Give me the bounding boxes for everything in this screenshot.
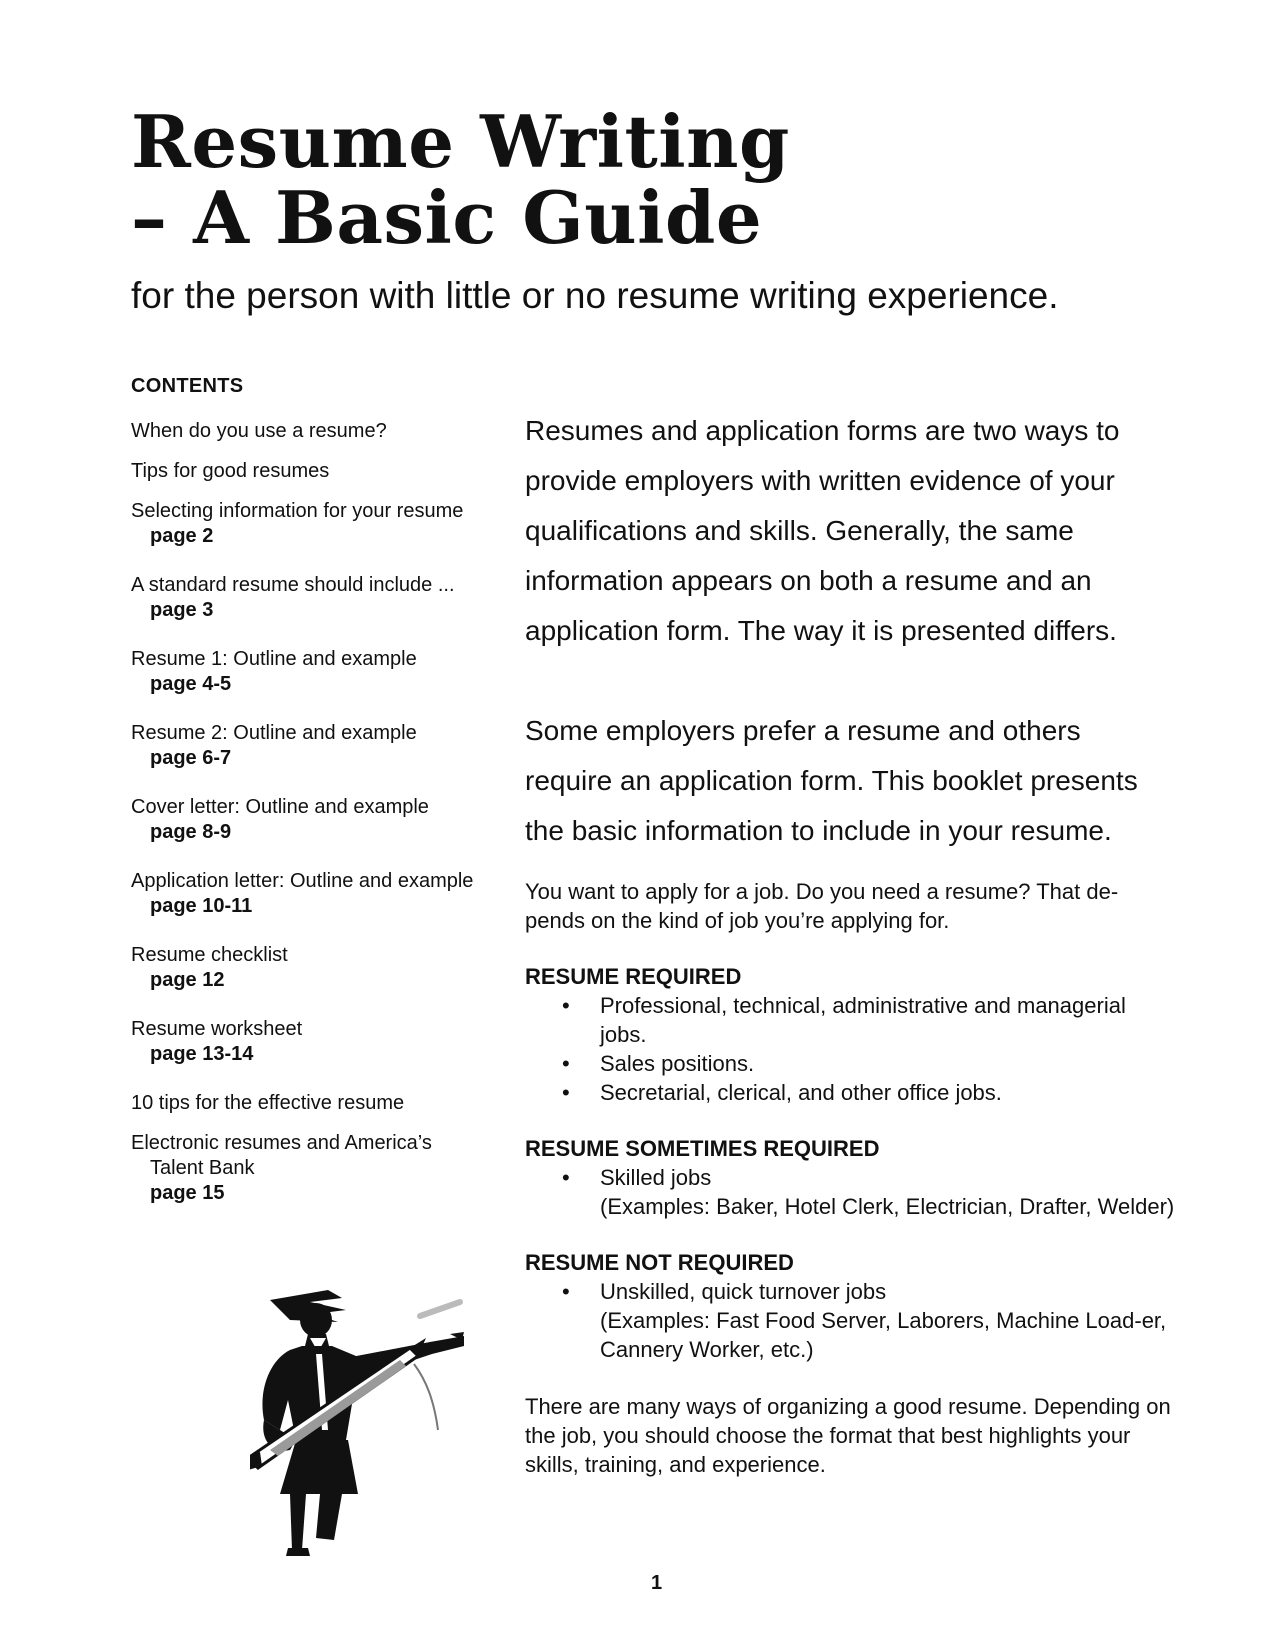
- toc-entry: [131, 459, 501, 484]
- list-item-text: Sales positions.: [600, 1051, 755, 1076]
- list-item-text: Professional, technical, administrative and managerial jobs.: [600, 993, 1126, 1047]
- title-line-1: Resume Writing: [131, 99, 790, 184]
- list-item: [525, 1163, 1175, 1221]
- table-of-contents: [131, 374, 501, 1230]
- toc-entry-label-continued: [131, 1156, 501, 1181]
- toc-entry-label: Application letter: Outline and example: [131, 870, 474, 892]
- toc-entry: [131, 943, 501, 993]
- toc-entry-page: page 10-11: [150, 895, 253, 917]
- list-item-text: Unskilled, quick turnover jobs: [600, 1279, 887, 1304]
- list-item-examples: (Examples: Fast Food Server, Laborers, Machine Load-er, Cannery Worker, etc.): [600, 1308, 1167, 1362]
- section-heading: RESUME SOMETIMES REQUIRED: [525, 1136, 880, 1161]
- bullet: •: [562, 993, 570, 1018]
- toc-entry: [131, 419, 501, 444]
- bullet: •: [562, 1080, 570, 1105]
- toc-entry-label: Resume 1: Outline and example: [131, 648, 417, 670]
- list-item: [525, 991, 1175, 1049]
- section-list: [525, 991, 1175, 1107]
- closing-paragraph: There are many ways of organizing a good resume. Depending on the job, you should choose the format that best highlights your skills, training, and experience.: [525, 1394, 1171, 1477]
- toc-entry-label-cont: Talent Bank: [150, 1157, 255, 1179]
- toc-entry-page: page 4-5: [150, 673, 232, 695]
- toc-entry-label: 10 tips for the effective resume: [131, 1092, 405, 1114]
- toc-entry-page: page 3: [150, 599, 214, 621]
- toc-entry-label: Resume checklist: [131, 944, 288, 966]
- toc-entry-label: Resume 2: Outline and example: [131, 722, 417, 744]
- page-number: 1: [650, 1572, 663, 1594]
- toc-entry-label: Tips for good resumes: [131, 460, 330, 482]
- businesswoman-with-pen-illustration: [250, 1280, 490, 1580]
- toc-entry: [131, 1091, 501, 1116]
- toc-entry-label: When do you use a resume?: [131, 420, 387, 442]
- bullet: •: [562, 1165, 570, 1190]
- toc-entry-page: page 15: [150, 1182, 225, 1204]
- list-item-examples: (Examples: Baker, Hotel Clerk, Electrician, Drafter, Welder): [600, 1194, 1175, 1219]
- lead-paragraph-2: Some employers prefer a resume and others require an application form. This booklet presents the basic information to include in your resume.: [525, 715, 1138, 846]
- section-list: [525, 1163, 1175, 1221]
- list-item-text: Skilled jobs: [600, 1165, 712, 1190]
- toc-entry-label: Resume worksheet: [131, 1018, 303, 1040]
- list-item: [525, 1049, 1175, 1078]
- main-content: [525, 406, 1175, 1479]
- toc-entry-label: Selecting information for your resume: [131, 500, 464, 522]
- section-resume-required: [525, 963, 1175, 1107]
- toc-entry: [131, 1017, 501, 1067]
- section-resume-sometimes-required: [525, 1135, 1175, 1221]
- lead-paragraph-1: Resumes and application forms are two ways to provide employers with written evidence of your qualifications and skills. Generally, the same information appears on both a resume and an application form. The way it is presented differs.: [525, 415, 1120, 646]
- toc-entry-label: A standard resume should include ...: [131, 574, 455, 596]
- toc-entry: [131, 795, 501, 845]
- list-item-text: Secretarial, clerical, and other office jobs.: [600, 1080, 1002, 1105]
- toc-entry-page: page 12: [150, 969, 225, 991]
- contents-heading: CONTENTS: [131, 375, 244, 397]
- page-subtitle: for the person with little or no resume writing experience.: [131, 275, 1059, 316]
- toc-entry: [131, 573, 501, 623]
- section-heading: RESUME NOT REQUIRED: [525, 1250, 794, 1275]
- toc-entry-page: page 6-7: [150, 747, 232, 769]
- toc-entry-page: page 2: [150, 525, 214, 547]
- bullet: •: [562, 1279, 570, 1304]
- toc-entry-page: page 13-14: [150, 1043, 254, 1065]
- bullet: •: [562, 1051, 570, 1076]
- toc-entry: [131, 869, 501, 919]
- section-resume-not-required: [525, 1249, 1175, 1364]
- toc-entry: [131, 721, 501, 771]
- section-list: [525, 1277, 1175, 1364]
- toc-entry-label: Cover letter: Outline and example: [131, 796, 429, 818]
- toc-entry: [131, 1131, 501, 1206]
- intro-paragraph: You want to apply for a job. Do you need a resume? That de-pends on the kind of job you’re applying for.: [525, 879, 1119, 933]
- list-item: [525, 1277, 1175, 1364]
- toc-entry: [131, 499, 501, 549]
- title-line-2: – A Basic Guide: [131, 175, 763, 260]
- toc-entry-label: Electronic resumes and America’s: [131, 1132, 432, 1154]
- toc-entry-page: page 8-9: [150, 821, 232, 843]
- section-heading: RESUME REQUIRED: [525, 964, 742, 989]
- list-item: [525, 1078, 1175, 1107]
- page-title: [131, 99, 790, 260]
- toc-entry: [131, 647, 501, 697]
